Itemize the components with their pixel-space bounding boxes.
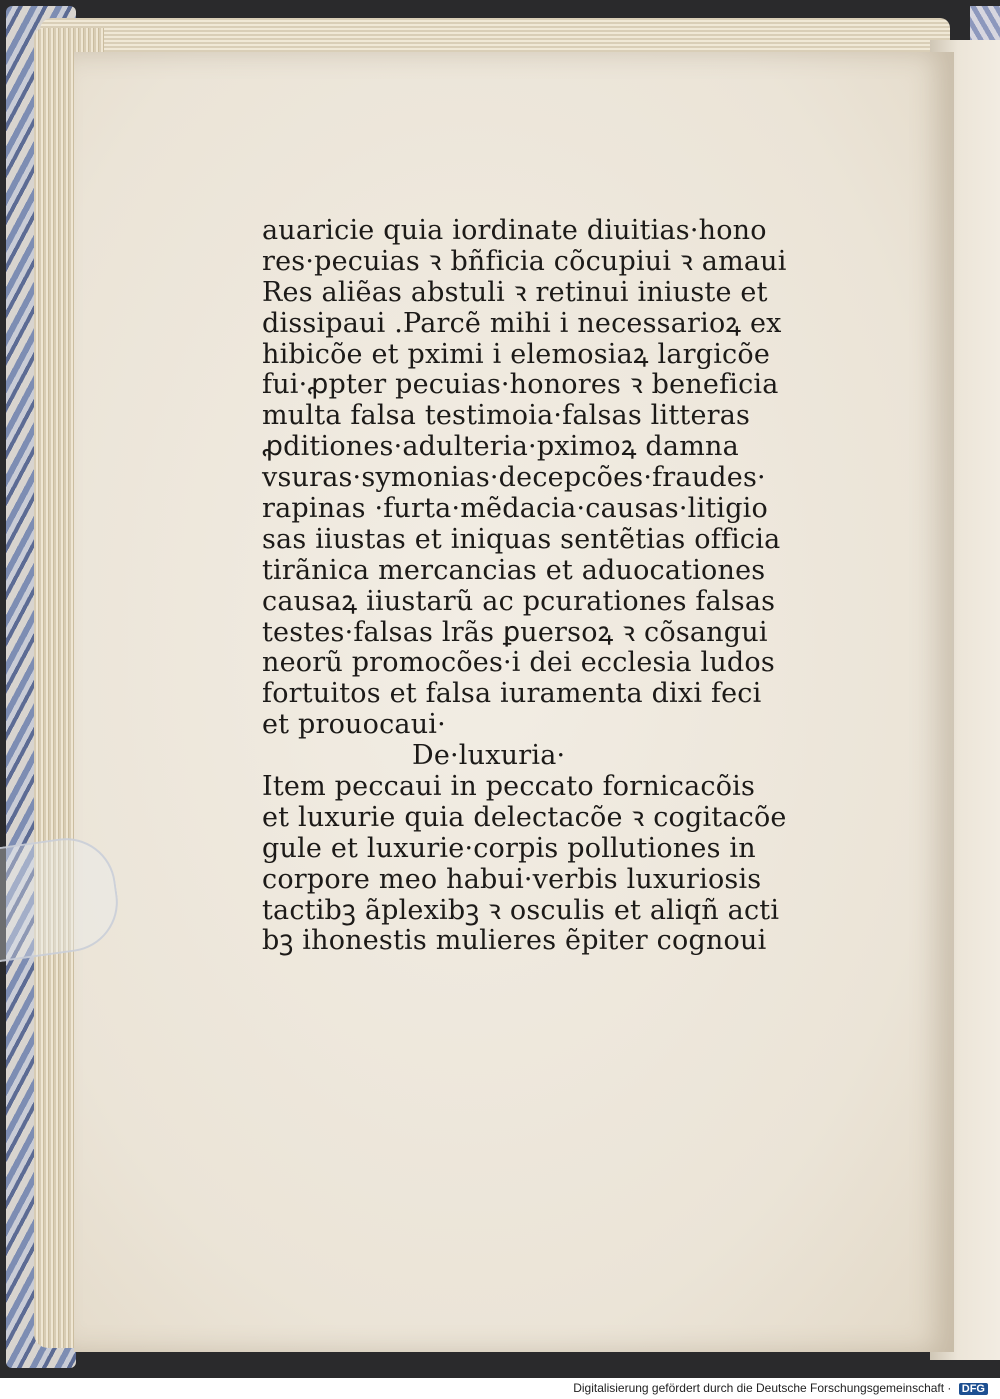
text-line: et luxurie quia delectacõe ꝛ cogitacõe bbox=[262, 801, 787, 833]
text-line: tactibꝫ ãplexibꝫ ꝛ osculis et aliqñ acti bbox=[262, 894, 780, 926]
text-line: causaꝝ iiustarũ ac pcurationes falsas bbox=[262, 585, 776, 617]
text-line: vsuras·symonias·decepcões·fraudes· bbox=[262, 462, 766, 494]
section-heading: De·luxuria· bbox=[412, 740, 566, 772]
dfg-logo: DFG bbox=[959, 1383, 988, 1395]
text-line: fui·ꝓpter pecuias·honores ꝛ beneficia bbox=[262, 369, 779, 401]
footer bbox=[0, 1378, 1000, 1399]
text-line: sas iiustas et iniquas sentẽtias officia bbox=[262, 523, 781, 555]
text-line: neorũ promocões·i dei ecclesia ludos bbox=[262, 647, 775, 679]
text-line: fortuitos et falsa iuramenta dixi feci bbox=[262, 678, 762, 710]
page-edges-top bbox=[40, 18, 950, 52]
text-line: gule et luxurie·corpis pollutiones in bbox=[262, 832, 756, 864]
text-line: Item peccaui in peccato fornicacõis bbox=[262, 771, 756, 803]
text-line: multa falsa testimoia·falsas litteras bbox=[262, 400, 751, 432]
text-line: auaricie quia iordinate diuitias·hono bbox=[262, 215, 767, 246]
text-line: et prouocaui· bbox=[262, 709, 446, 741]
text-line: hibicõe et pximi i elemosiaꝝ largicõe bbox=[262, 338, 771, 370]
text-line: testes·falsas lrãs ꝑuersoꝝ ꝛ cõsangui bbox=[262, 616, 768, 648]
text-line: bꝫ ihonestis mulieres ẽpiter cognoui bbox=[262, 925, 767, 957]
text-line: ꝓditiones·adulteria·pximoꝝ damna bbox=[262, 431, 739, 463]
text-line: res·pecuias ꝛ bñficia cõcupiui ꝛ amaui bbox=[262, 245, 787, 277]
page-text bbox=[262, 216, 822, 957]
text-line: corpore meo habui·verbis luxuriosis bbox=[262, 863, 762, 895]
text-line: dissipaui .Parcẽ mihi i necessarioꝝ ex bbox=[262, 307, 782, 339]
text-line: Res aliẽas abstuli ꝛ retinui iniuste et bbox=[262, 276, 768, 308]
funding-credit bbox=[573, 1381, 988, 1395]
text-line: rapinas ·furta·mẽdacia·causas·litigio bbox=[262, 493, 768, 525]
funding-credit-text: Digitalisierung gefördert durch die Deutsche Forschungsgemeinschaft · bbox=[573, 1381, 952, 1395]
text-line: tirãnica mercancias et aduocationes bbox=[262, 554, 766, 586]
